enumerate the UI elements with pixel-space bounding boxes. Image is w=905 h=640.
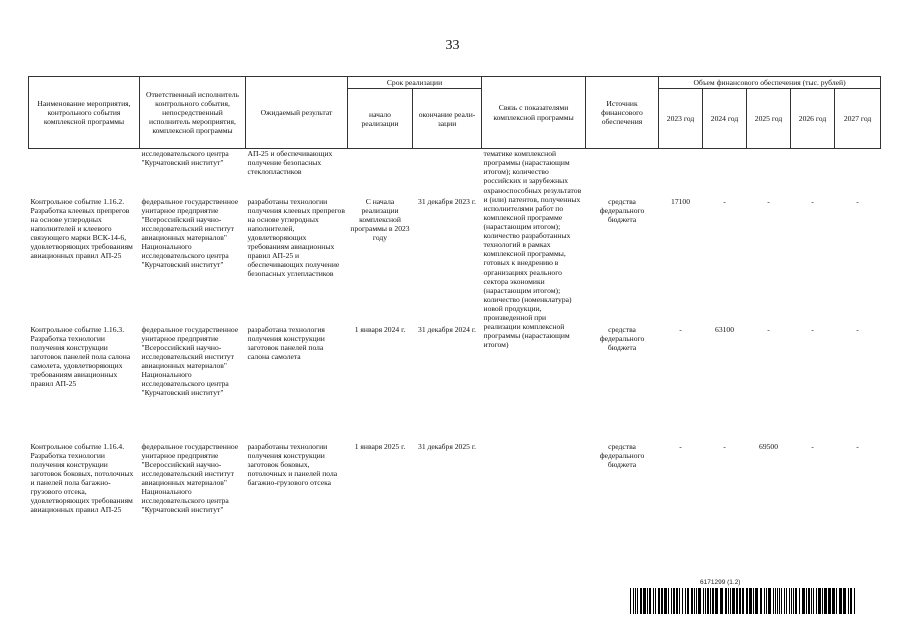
row-value: - [767,324,770,334]
row-value: - [856,324,859,334]
row-start: 1 января 2024 г. [354,324,406,334]
row-source: средства федерального бюджета [599,441,645,469]
row-value: - [811,441,814,451]
header-source: Источник финансового обеспечения [586,77,659,149]
barcode-number: 6171299 (1.2) [700,579,741,586]
measures-table [28,76,881,576]
link-text: тематике комплексной программы (нарастающим итогом); количество российских и зарубежных охраноспособных результатов и (или) патентов, полученных исполнителями работ по комплексной программе (нарастающим итогом); количество разработанных технологий в рамках комплексной программы, готовых к внедрению в организациях реального сектора экономики (нарастающим итогом); количество (номенклатура) новой продукции, произведенной при реализации комплексной программы (нарастающим итогом) [483,149,582,350]
row-name: Контрольное событие 1.16.2. Разработка клеевых препрегов на основе углеродных наполнителей и клеевого связующего марки ВСК-14-6, удовлетворяющих требованиям авиационных правил АП-25 [30,196,133,261]
row-source: средства федерального бюджета [599,196,645,224]
header-year: 2026 год [791,89,835,149]
header-year: 2023 год [659,89,703,149]
row-value: 69500 [759,441,778,451]
page-number: 33 [445,38,460,53]
header-responsible: Ответственный исполнитель контрольного события, непосредственный исполнитель мероприятия, комплексной программы [140,77,246,149]
row-expected: разработаны технологии получения конструкции заготовок боковых, потолочных и панелей пола багажно-грузового отсека [247,441,338,488]
row-responsible: федеральное государственное унитарное предприятие "Всероссийский научно-исследовательский институт авиационных материалов" Национального исследовательского центра "Курчатовский институт" [141,196,239,270]
table-row [29,442,881,576]
row-value: - [811,324,814,334]
barcode-icon [630,588,856,614]
row-end: 31 декабря 2025 г. [418,441,476,451]
header-finance: Объем финансового обеспечения (тыс. рублей) [659,77,881,89]
header-name: Наименование мероприятия, контрольного события комплексной программы [29,77,140,149]
row-expected: разработана технология получения конструкции заготовок панелей пола салона самолета [247,324,325,361]
row-source: средства федерального бюджета [599,324,645,352]
header-year: 2027 год [835,89,881,149]
table-row [29,197,881,325]
row-responsible: федеральное государственное унитарное предприятие "Всероссийский научно-исследовательский институт авиационных материалов" Национального исследовательского центра "Курчатовский институт" [141,441,239,515]
row-value: - [679,441,682,451]
header-term-end: окончание реали-зации [413,89,482,149]
row-value: 63100 [715,324,734,334]
row-start: С начала реализации комплексной программы в 2023 году [350,196,410,243]
row-value: - [723,196,726,206]
row-responsible: федеральное государственное унитарное предприятие "Всероссийский научно-исследовательский институт авиационных материалов" Национального исследовательского центра "Курчатовский институт" [141,324,239,398]
row-end: 31 декабря 2024 г. [418,324,476,334]
header-term: Срок реализации [348,77,482,89]
row-value: - [856,441,859,451]
continuation-expected: АП-25 и обеспечивающих получение безопасных стеклопластиков [247,149,333,177]
row-expected: разработаны технологии получения клеевых препрегов на основе углеродных наполнителей, удовлетворяющих требованиям авиационных правил АП-25 и обеспечивающих получение безопасных углепластиков [247,196,345,279]
row-value: - [723,441,726,451]
row-name: Контрольное событие 1.16.4. Разработка технологии получения конструкции заготовок боковых, потолочных и панелей пола багажно-грузового отсека, удовлетворяющих требованиям авиационных правил АП-25 [30,441,134,515]
header-year: 2024 год [703,89,747,149]
header-term-start: начало реализации [348,89,413,149]
row-name: Контрольное событие 1.16.3. Разработка технологии получения конструкции заготовок панелей пола салона самолета, удовлетворяющих требованиям авиационных правил АП-25 [30,324,131,389]
row-value: - [811,196,814,206]
header-link: Связь с показателями комплексной программы [482,77,586,149]
row-value: - [679,324,682,334]
row-start: 1 января 2025 г. [354,441,406,451]
table-row [29,149,881,197]
row-value: - [767,196,770,206]
header-expected: Ожидаемый результат [246,77,348,149]
row-value: 17100 [671,196,690,206]
row-end: 31 декабря 2023 г. [418,196,476,206]
table-row [29,325,881,442]
continuation-responsible: исследовательского центра "Курчатовский институт" [141,149,229,168]
row-value: - [856,196,859,206]
header-year: 2025 год [747,89,791,149]
